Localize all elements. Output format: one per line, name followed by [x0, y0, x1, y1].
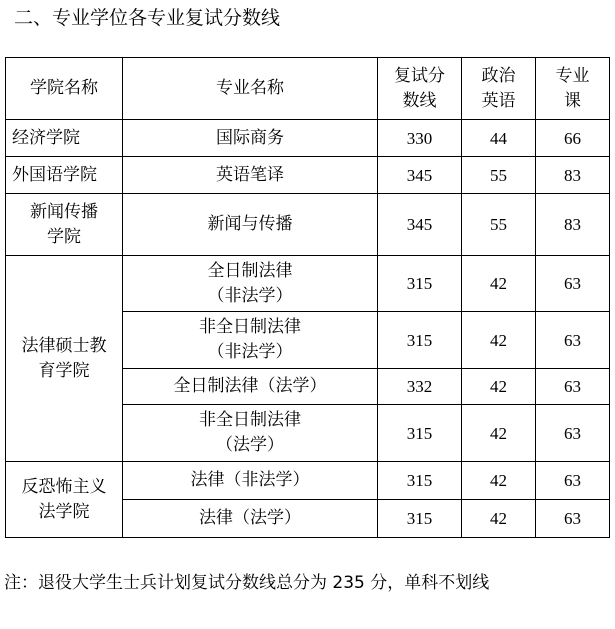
school-line1: 法律硕士教	[21, 335, 107, 356]
major-cell: 法律（法学）	[123, 500, 378, 538]
score-cell: 315	[378, 405, 462, 462]
course-cell: 63	[536, 369, 610, 405]
major-line1: 非全日制法律	[199, 317, 301, 337]
table-row	[6, 256, 610, 312]
politics-cell: 55	[462, 194, 536, 256]
table-row	[6, 194, 610, 256]
school-cell	[6, 462, 123, 538]
major-cell: 国际商务	[123, 120, 378, 157]
politics-cell: 44	[462, 120, 536, 157]
header-course-line1: 专业	[555, 65, 590, 86]
politics-cell: 42	[462, 312, 536, 369]
course-cell: 66	[536, 120, 610, 157]
header-score-line2: 数线	[402, 90, 437, 111]
school-line1: 反恐怖主义	[21, 476, 107, 497]
header-politics-english	[462, 58, 536, 120]
score-cell: 315	[378, 500, 462, 538]
section-heading: 二、专业学位各专业复试分数线	[14, 7, 281, 29]
header-politics-line1: 政治	[481, 65, 516, 86]
header-school: 学院名称	[6, 58, 123, 120]
politics-cell: 42	[462, 500, 536, 538]
table-header-row	[6, 58, 610, 120]
score-cell: 315	[378, 462, 462, 500]
table-row	[6, 462, 610, 500]
major-line1: 全日制法律	[207, 260, 293, 281]
school-cell: 外国语学院	[6, 157, 123, 194]
major-cell	[123, 405, 378, 462]
table-row	[6, 120, 610, 157]
course-cell: 63	[536, 256, 610, 312]
score-cell: 332	[378, 369, 462, 405]
politics-cell: 42	[462, 369, 536, 405]
header-course-line2: 课	[564, 90, 581, 111]
course-cell: 63	[536, 500, 610, 538]
major-cell	[123, 312, 378, 369]
politics-cell: 42	[462, 256, 536, 312]
school-line1: 新闻传播	[30, 201, 98, 222]
retest-score-table	[5, 57, 610, 538]
score-cell: 345	[378, 194, 462, 256]
course-cell: 63	[536, 462, 610, 500]
school-cell: 经济学院	[6, 120, 123, 157]
school-line2: 法学院	[38, 501, 90, 522]
header-score	[378, 58, 462, 120]
course-cell: 83	[536, 157, 610, 194]
header-course	[536, 58, 610, 120]
course-cell: 83	[536, 194, 610, 256]
course-cell: 63	[536, 405, 610, 462]
course-cell: 63	[536, 312, 610, 369]
major-cell: 英语笔译	[123, 157, 378, 194]
score-cell: 315	[378, 312, 462, 369]
score-cell: 345	[378, 157, 462, 194]
major-line2: （非法学）	[207, 285, 293, 306]
footnote: 注：退役大学生士兵计划复试分数线总分为 235 分，单科不划线	[4, 573, 490, 593]
score-cell: 315	[378, 256, 462, 312]
politics-cell: 42	[462, 405, 536, 462]
major-line1: 非全日制法律	[199, 410, 301, 430]
major-cell	[123, 256, 378, 312]
table-row	[6, 157, 610, 194]
major-cell: 法律（非法学）	[123, 462, 378, 500]
major-line2: （法学）	[216, 435, 284, 455]
school-cell	[6, 256, 123, 462]
major-cell: 全日制法律（法学）	[123, 369, 378, 405]
politics-cell: 42	[462, 462, 536, 500]
major-line2: （非法学）	[207, 342, 293, 362]
school-line2: 学院	[47, 226, 81, 247]
politics-cell: 55	[462, 157, 536, 194]
score-cell: 330	[378, 120, 462, 157]
school-cell	[6, 194, 123, 256]
header-politics-line2: 英语	[481, 90, 516, 111]
header-major: 专业名称	[123, 58, 378, 120]
major-cell: 新闻与传播	[123, 194, 378, 256]
header-score-line1: 复试分	[394, 65, 445, 86]
school-line2: 育学院	[38, 360, 90, 381]
